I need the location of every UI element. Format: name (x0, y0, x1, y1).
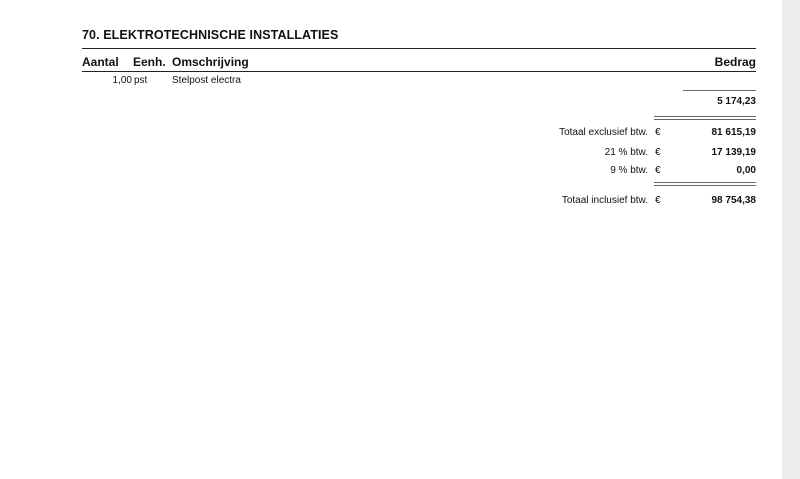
header-rule (82, 71, 756, 72)
vat21-value: 17 139,19 (711, 147, 756, 158)
vat9-value: 0,00 (736, 165, 756, 176)
grand-double-rule-bottom (654, 185, 756, 186)
subtotal-value: 5 174,23 (717, 96, 756, 107)
currency-euro: € (655, 147, 661, 158)
total-incl-label: Totaal inclusief btw. (561, 195, 648, 206)
title-rule (82, 48, 756, 49)
row-quantity: 1,00 (112, 75, 132, 86)
total-incl-value: 98 754,38 (711, 195, 756, 206)
header-amount: Bedrag (714, 55, 756, 69)
currency-euro: € (655, 165, 661, 176)
section-title: 70. ELEKTROTECHNISCHE INSTALLATIES (82, 28, 339, 42)
header-quantity: Aantal (82, 55, 119, 69)
vat9-label: 9 % btw. (610, 165, 648, 176)
row-description: Stelpost electra (172, 75, 241, 86)
subtotal-rule (683, 90, 756, 91)
row-unit: pst (134, 75, 148, 86)
currency-euro: € (655, 195, 661, 206)
grand-double-rule-top (654, 182, 756, 183)
total-excl-value: 81 615,19 (711, 127, 756, 138)
header-description: Omschrijving (172, 55, 249, 69)
totals-double-rule-bottom (654, 119, 756, 120)
total-excl-label: Totaal exclusief btw. (559, 127, 648, 138)
totals-double-rule-top (654, 116, 756, 117)
currency-euro: € (655, 127, 661, 138)
vat21-label: 21 % btw. (604, 147, 648, 158)
header-unit: Eenh. (133, 55, 166, 69)
viewer-scroll-gutter[interactable] (782, 0, 800, 479)
